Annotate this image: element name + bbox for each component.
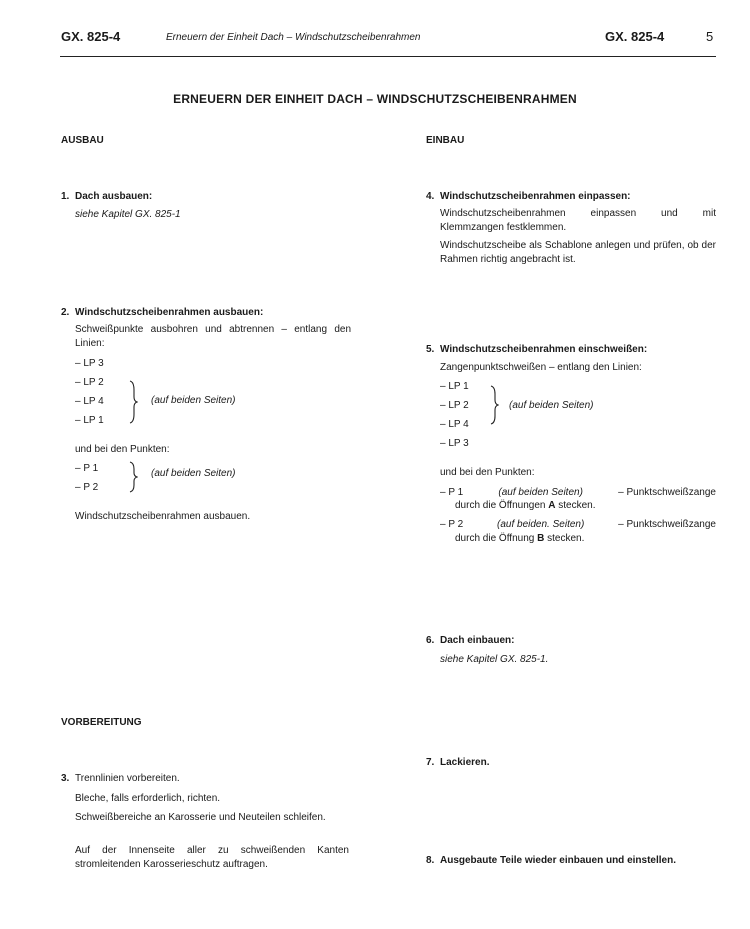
brace-icon [489,385,499,425]
section-heading-einbau: EINBAU [426,135,465,146]
header-code-left: GX. 825-4 [61,29,121,44]
section-heading-ausbau: AUSBAU [61,135,104,146]
step-2-number: 2. [61,307,70,318]
step-3-number: 3. [61,773,70,784]
step-2-line-4: – LP 1 [75,415,104,426]
step-5-point-1-continuation-end: stecken. [558,500,596,511]
step-5-point-2-continuation [455,532,584,546]
page-number: 5 [706,29,714,44]
step-5-point-1-continuation-text: durch die Öffnungen [455,500,546,511]
step-4-paragraph-1: Windschutzscheibenrahmen einpassen und mit Klemmzangen festklemmen. [440,208,716,233]
step-5-point-1-note: (auf beiden Seiten) [498,487,583,498]
step-6-reference: siehe Kapitel GX. 825-1. [440,654,549,665]
step-3-title: Trennlinien vorbereiten. [75,773,180,784]
step-7-number: 7. [426,757,435,768]
step-7-title: Lackieren. [440,757,490,768]
step-6-number: 6. [426,635,435,646]
step-2-lines-note: (auf beiden Seiten) [151,395,236,406]
step-2-line-2: – LP 2 [75,377,104,388]
step-5-line-2: – LP 2 [440,400,469,411]
header-rule [60,56,716,57]
step-5-point-1-text: – Punktschweißzange [618,487,716,498]
step-5-point-2-continuation-end: stecken. [547,533,585,544]
step-5-point-2-row [440,518,716,532]
opening-a-label: A [548,500,556,511]
step-5-lines-note: (auf beiden Seiten) [509,400,594,411]
step-2-line-3: – LP 4 [75,396,104,407]
step-5-line-3: – LP 4 [440,419,469,430]
step-1-number: 1. [61,191,70,202]
step-4-title: Windschutzscheibenrahmen einpassen: [440,191,631,202]
step-1-reference: siehe Kapitel GX. 825-1 [75,209,181,220]
step-3-paragraph-2: Schweißbereiche an Karosserie und Neuteilen schleifen. [75,812,326,823]
step-5-title: Windschutzscheibenrahmen einschweißen: [440,344,648,355]
step-2-closing: Windschutzscheibenrahmen ausbauen. [75,511,251,522]
step-2-point-1: – P 1 [75,463,99,474]
brace-icon [128,380,138,424]
step-6-title: Dach einbauen: [440,635,515,646]
step-5-points-intro: und bei den Punkten: [440,467,535,478]
step-5-point-2-label: – P 2 [440,519,464,530]
step-2-point-2: – P 2 [75,482,99,493]
step-5-point-1-continuation [455,499,596,513]
step-4-paragraph-2: Windschutzscheibe als Schablone anlegen und prüfen, ob der Rahmen richtig angebracht ist. [440,240,716,265]
header-title: Erneuern der Einheit Dach – Windschutzscheibenrahmen [166,32,421,43]
step-5-line-4: – LP 3 [440,438,469,449]
opening-b-label: B [537,533,545,544]
step-2-points-note: (auf beiden Seiten) [151,468,236,479]
step-5-point-1-row [440,486,716,500]
step-3-paragraph-1: Bleche, falls erforderlich, richten. [75,793,221,804]
section-heading-vorbereitung: VORBEREITUNG [61,717,142,728]
step-5-number: 5. [426,344,435,355]
step-5-point-1-label: – P 1 [440,487,464,498]
step-1-title: Dach ausbauen: [75,191,153,202]
step-5-intro: Zangenpunktschweißen – entlang den Linien: [440,362,642,373]
step-5-point-2-continuation-text: durch die Öffnung [455,533,535,544]
step-8-number: 8. [426,855,435,866]
page-title: ERNEUERN DER EINHEIT DACH – WINDSCHUTZSCHEIBENRAHMEN [173,92,577,106]
step-2-intro: Schweißpunkte ausbohren und abtrennen – entlang den Linien: [75,324,351,349]
step-5-point-2-note: (auf beiden. Seiten) [497,519,585,530]
step-5-line-1: – LP 1 [440,381,469,392]
step-3-paragraph-3: Auf der Innenseite aller zu schweißenden Kanten stromleitenden Karosserieschutz auftragen. [75,845,349,870]
step-5-point-2-text: – Punktschweißzange [618,519,716,530]
brace-icon [128,461,138,493]
step-2-points-intro: und bei den Punkten: [75,444,170,455]
step-2-line-1: – LP 3 [75,358,104,369]
step-2-title: Windschutzscheibenrahmen ausbauen: [75,307,264,318]
step-8-title: Ausgebaute Teile wieder einbauen und einstellen. [440,855,676,866]
header-code-right: GX. 825-4 [605,29,665,44]
step-4-number: 4. [426,191,435,202]
